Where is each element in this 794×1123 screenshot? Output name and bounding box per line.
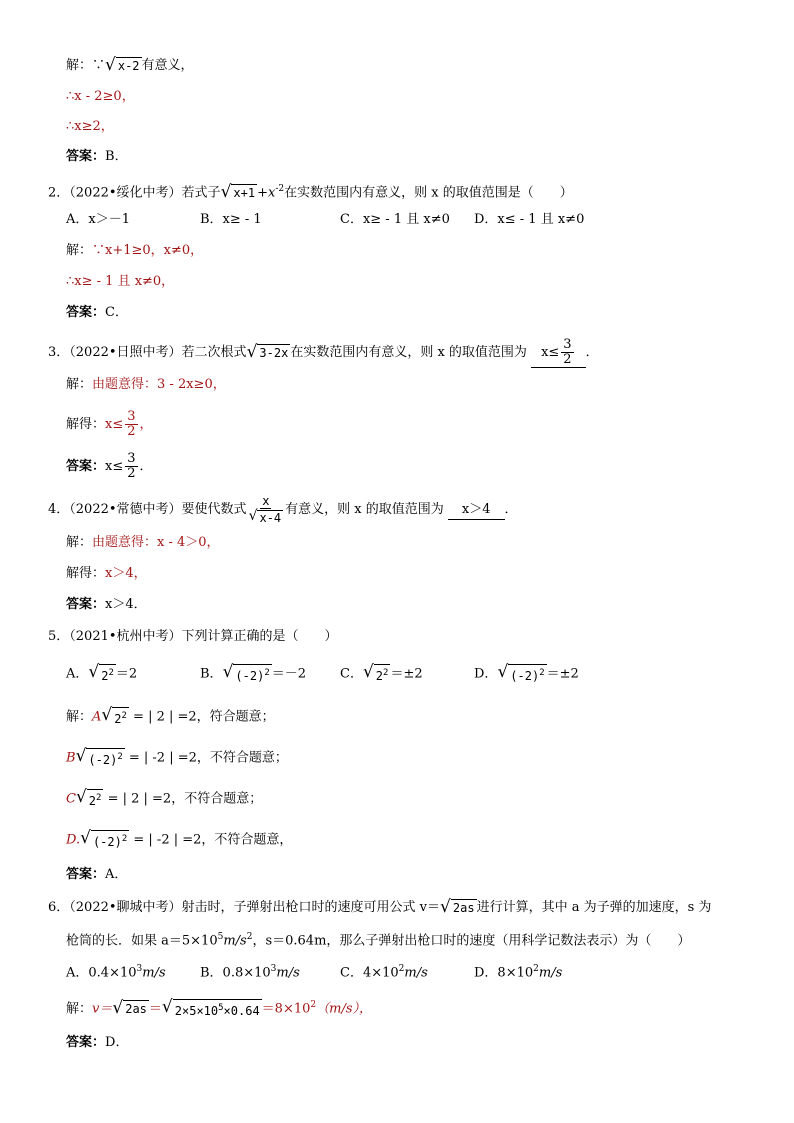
option-text: ＝±2 — [390, 666, 423, 682]
unit: m/s — [276, 965, 300, 981]
numerator: x — [262, 494, 270, 508]
radicand: x-4 — [259, 511, 282, 525]
unit: （m/s）， — [316, 1001, 373, 1017]
answer-blank[interactable] — [531, 338, 586, 368]
blank-text: x≤ — [541, 345, 560, 360]
exponent: 2 — [121, 834, 128, 844]
radicand: 2as — [452, 901, 475, 915]
answer-blank[interactable]: x＞4 — [448, 501, 505, 520]
case-label: A — [92, 709, 102, 725]
solution-text: = | -2 | =2，不符合题意； — [124, 750, 288, 766]
q3-answer — [66, 452, 153, 481]
stem-text: ． — [504, 502, 518, 517]
unit: m/s — [404, 965, 428, 981]
q4-stem — [48, 494, 518, 525]
answer-value: x≤ — [105, 459, 124, 474]
solution-label: 解：∵ — [66, 58, 106, 73]
solution-text: ＝ — [148, 1001, 162, 1017]
radicand-base: 2 — [101, 669, 109, 683]
answer-label: 答案： — [66, 867, 106, 882]
answer-value: ． — [139, 459, 153, 474]
stem-text: 在实数范围内有意义，则 x 的取值范围为 — [290, 345, 527, 360]
stem-text: 枪筒的长．如果 a＝5×10 — [66, 933, 218, 949]
radical: √ $2^2$ — [75, 787, 102, 808]
answer-value: D． — [105, 1035, 129, 1050]
stem-text: 在实数范围内有意义，则 x 的取值范围是（ ） — [284, 185, 573, 201]
radical: √ 2as — [112, 998, 147, 1019]
step-text: ， — [139, 417, 153, 432]
exponent: 2 — [264, 668, 270, 678]
radical: √ 2as — [440, 897, 475, 917]
q5-option-a[interactable] — [66, 663, 137, 685]
q2-option-c[interactable]: C．x≥ - 1 且 x≠0 — [340, 212, 450, 227]
question-source: （2021•杭州中考） — [69, 629, 182, 644]
q6-solution — [66, 996, 372, 1020]
exponent: 2 — [383, 668, 389, 678]
solution-text: 由题意得：3 - 2x≥0， — [92, 377, 226, 392]
solution-text: ＝8×10 — [261, 1001, 311, 1017]
exponent: 2 — [121, 711, 127, 721]
unit: m/s — [223, 933, 247, 949]
radical: √ 3-2x — [246, 342, 289, 362]
exponent: 2 — [117, 752, 123, 762]
solution-text: ∵x+1≥0，x≠0， — [92, 243, 204, 258]
exponent: 2 — [310, 1000, 317, 1010]
fraction — [125, 410, 137, 439]
solution-text: 由题意得：x - 4＞0， — [92, 535, 220, 550]
fraction — [249, 494, 284, 525]
solution-text: = | -2 | =2，不符合题意， — [129, 832, 293, 848]
radicand-base: (-2) — [510, 669, 540, 683]
question-source: （2022•常德中考） — [69, 502, 182, 517]
q3-stem — [48, 338, 599, 368]
answer-label: 答案： — [66, 597, 106, 612]
radicand — [87, 789, 104, 810]
q3-solution — [66, 376, 226, 394]
radicand — [91, 830, 129, 851]
stem-text: 射击时，子弹射出枪口时的速度可用公式 v＝ — [181, 900, 441, 915]
option-text: ＝－2 — [271, 666, 307, 682]
radicand-base: 2 — [375, 669, 384, 683]
radicand-base: 2 — [114, 712, 122, 726]
stem-text: 有意义，则 x 的取值范围为 — [285, 502, 444, 517]
denominator: 2 — [563, 352, 572, 367]
question-number: 6． — [48, 900, 70, 915]
radicand — [112, 707, 129, 728]
stem-text: 进行计算，其中 a 为子弹的加速度，s 为 — [476, 900, 712, 915]
option-label: B． — [200, 666, 223, 682]
radicand-base: (-2) — [235, 669, 265, 683]
radicand: x+1 — [233, 186, 256, 201]
question-source: （2022•日照中考） — [69, 345, 182, 360]
stem-text: 若式子 — [181, 185, 221, 201]
solution-text: = | 2 | =2，不符合题意； — [103, 791, 263, 807]
q5-solution-b — [66, 747, 288, 769]
case-label: B — [66, 750, 76, 766]
q6-answer — [66, 1034, 128, 1052]
denominator: 2 — [127, 466, 136, 481]
radicand — [173, 999, 262, 1020]
q1-solution-line — [66, 56, 194, 75]
question-source: （2022•聊城中考） — [69, 900, 182, 915]
q6-option-b[interactable] — [200, 960, 300, 982]
q2-option-b[interactable]: B．x≥ - 1 — [200, 212, 262, 227]
exponent: 2 — [539, 668, 545, 678]
case-label: C — [66, 791, 76, 807]
numerator: 3 — [563, 337, 572, 352]
radical: √ x+1 — [220, 182, 256, 203]
option-text: ＝2 — [115, 666, 138, 682]
numerator: 3 — [127, 409, 136, 424]
stem-text: 若二次根式 — [181, 345, 247, 360]
radical: √ $2\times 5\times 10^5\times 0.64$ — [161, 996, 260, 1018]
q6-option-c[interactable] — [340, 960, 428, 982]
exponent: -2 — [275, 184, 285, 194]
q5-answer — [66, 866, 127, 884]
option-text: B．0.8×10 — [200, 965, 271, 981]
q2-option-d[interactable]: D．x≤ - 1 且 x≠0 — [474, 212, 585, 227]
q6-option-a[interactable] — [66, 960, 166, 982]
q2-step1: ∴x≥ - 1 且 x≠0， — [66, 274, 175, 289]
answer-label: 答案： — [66, 459, 106, 474]
q2-answer — [66, 304, 128, 322]
answer-value: A． — [105, 867, 128, 882]
question-number: 4． — [48, 502, 70, 517]
question-number: 5． — [48, 629, 70, 644]
exponent: 3 — [136, 964, 143, 974]
q6-stem-line1 — [48, 898, 711, 917]
exponent: 2 — [246, 932, 253, 942]
stem-text: ． — [585, 345, 599, 360]
exponent: 5 — [218, 1002, 224, 1013]
q5-option-d[interactable] — [474, 663, 579, 685]
exponent: 2 — [96, 793, 102, 803]
answer-value: B． — [105, 149, 128, 164]
case-label: D. — [66, 832, 81, 848]
radical: √ $(-2)^2$ — [80, 828, 128, 849]
radicand — [233, 664, 271, 685]
numerator: 3 — [127, 451, 136, 466]
q2-solution — [66, 242, 203, 260]
stem-text: 下列计算正确的是（ ） — [181, 629, 338, 644]
answer-value: C． — [105, 305, 128, 320]
stem-term: +x — [257, 185, 276, 201]
radicand — [99, 664, 116, 685]
answer-value: x＞4． — [105, 597, 147, 612]
solution-label: 解： — [66, 709, 93, 725]
radicand-base: 2 — [88, 794, 97, 808]
radical: √ x-4 — [248, 508, 282, 525]
q2-option-a[interactable]: A．x＞－1 — [66, 212, 130, 227]
solution-text: v＝ — [92, 1001, 113, 1017]
radicand-base: (-2) — [92, 835, 122, 849]
radical: √ x-2 — [105, 55, 140, 75]
radicand-part: ×0.64 — [223, 1003, 260, 1018]
q5-solution-d — [66, 829, 292, 851]
fraction — [125, 452, 137, 481]
question-source: （2022•绥化中考） — [69, 185, 182, 201]
radicand-base: (-2) — [88, 753, 118, 767]
exponent: 2 — [398, 964, 405, 974]
radical: √ $2^2$ — [101, 705, 127, 726]
radicand — [86, 748, 124, 769]
radical: √ $(-2)^2$ — [497, 662, 545, 683]
question-number: 3． — [48, 345, 70, 360]
option-text: D．8×10 — [474, 965, 534, 981]
solution-label: 解： — [66, 243, 93, 258]
step-text: x＞4， — [105, 566, 147, 581]
unit: m/s — [142, 965, 166, 981]
radicand-part: 2×5×10 — [174, 1003, 219, 1018]
radicand — [508, 664, 546, 685]
stem-text: ，s＝0.64m，那么子弹射出枪口时的速度（用科学记数法表示）为（ ） — [252, 933, 691, 949]
fraction — [561, 338, 573, 367]
q2-stem — [48, 180, 573, 202]
solution-label: 解： — [66, 1001, 93, 1017]
exponent: 2 — [108, 668, 114, 678]
exponent: 5 — [217, 932, 224, 942]
step-text: x≤ — [105, 417, 124, 432]
q6-stem-line2 — [66, 928, 690, 950]
option-label: C． — [340, 666, 363, 682]
exponent: 2 — [533, 964, 539, 974]
q5-solution-c — [66, 788, 262, 810]
q3-step — [66, 410, 153, 439]
option-text: C．4×10 — [340, 965, 399, 981]
step-label: 解得： — [66, 417, 106, 432]
radicand: 2as — [125, 1002, 147, 1017]
q5-option-c[interactable] — [340, 663, 423, 685]
denominator: 2 — [127, 424, 136, 439]
option-label: D． — [474, 666, 498, 682]
q4-answer — [66, 596, 147, 614]
q5-option-b[interactable] — [200, 663, 306, 685]
solution-text: = | 2 | =2，符合题意； — [128, 709, 275, 725]
radical: √ $2^2$ — [362, 662, 389, 683]
radical: √ $(-2)^2$ — [75, 746, 123, 767]
answer-label: 答案： — [66, 1035, 106, 1050]
solution-label: 解： — [66, 535, 93, 550]
answer-label: 答案： — [66, 305, 106, 320]
question-number: 2． — [48, 185, 70, 201]
radicand — [374, 664, 391, 685]
option-label: A． — [66, 666, 89, 682]
option-text: A．0.4×10 — [66, 965, 137, 981]
q5-stem — [48, 628, 338, 646]
unit: m/s — [538, 965, 563, 981]
radicand: 3-2x — [259, 346, 289, 360]
exponent: 3 — [270, 964, 277, 974]
q6-option-d[interactable] — [474, 960, 562, 982]
stem-text: 要使代数式 — [181, 502, 247, 517]
radical: √ $(-2)^2$ — [222, 662, 270, 683]
q1-answer — [66, 148, 128, 166]
option-text: ＝±2 — [546, 666, 579, 682]
q4-solution — [66, 534, 220, 552]
radical: √ $2^2$ — [88, 662, 114, 683]
solution-label: 解： — [66, 377, 93, 392]
step-label: 解得： — [66, 566, 106, 581]
q1-step1: ∴x - 2≥0， — [66, 89, 135, 104]
q5-solution-a — [66, 706, 275, 728]
solution-text: 有意义， — [141, 58, 194, 73]
q4-step — [66, 565, 147, 583]
q1-step2: ∴x≥2， — [66, 119, 114, 134]
answer-label: 答案： — [66, 149, 106, 164]
